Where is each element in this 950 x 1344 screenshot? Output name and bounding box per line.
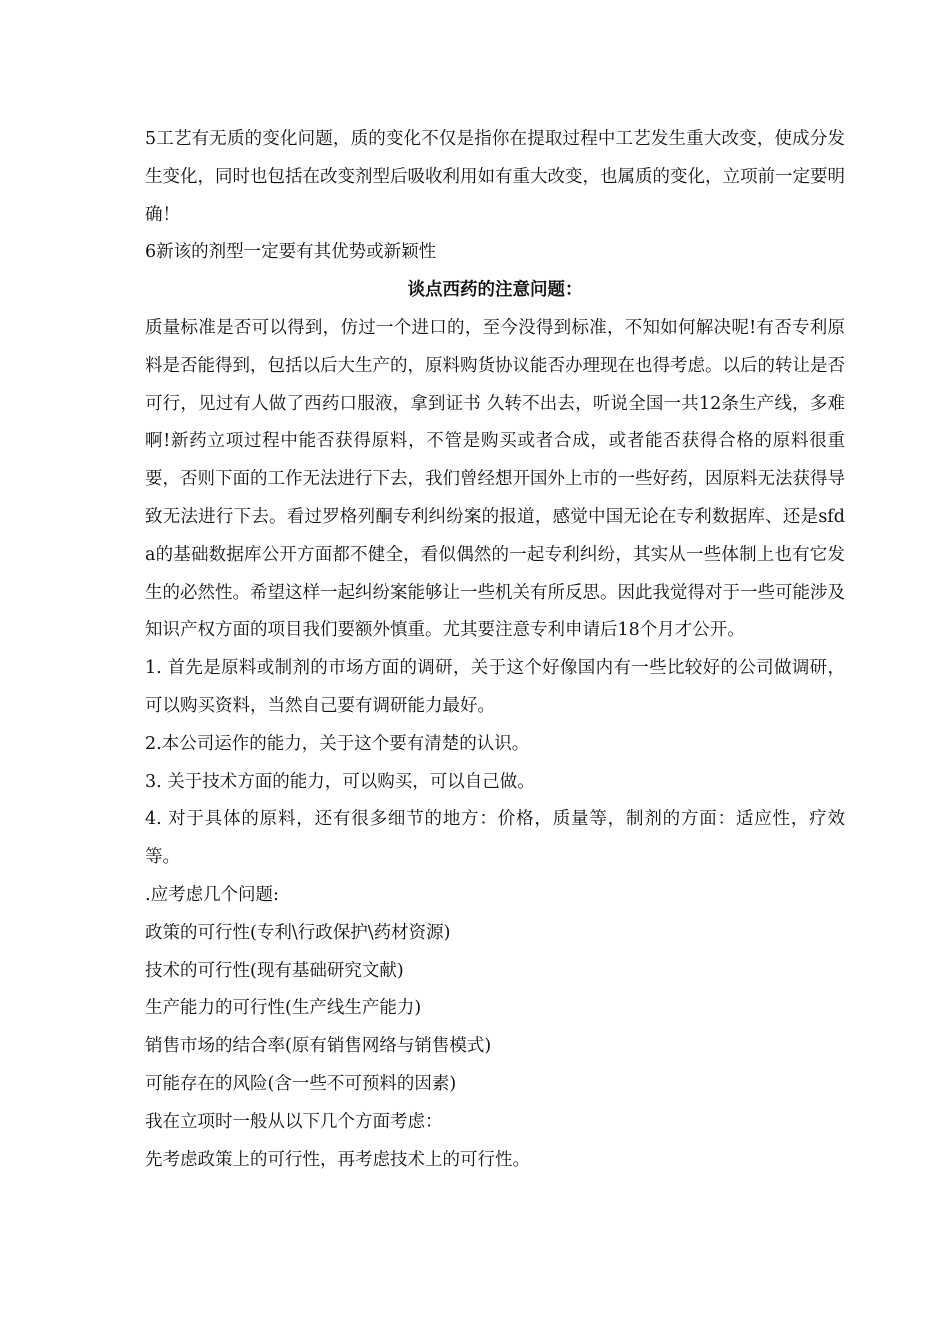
line-sales-market: 销售市场的结合率(原有销售网络与销售模式): [145, 1036, 492, 1057]
line-technical-feasibility: 技术的可行性(现有基础研究文献): [145, 960, 404, 981]
list-item-market-research: 1. 首先是原料或制剂的市场方面的调研，关于这个好像国内有一些比较好的公司做调研，可以购买资料，当然自己要有调研能力最好。: [145, 658, 845, 716]
paragraph-approach-order: 先考虑政策上的可行性，再考虑技术上的可行性。: [145, 1149, 530, 1170]
list-item-raw-material-details: 4. 对于具体的原料，还有很多细节的地方：价格，质量等，制剂的方面：适应性，疗效等。: [145, 809, 845, 868]
paragraph-new-dosage-form: 6新该的剂型一定要有其优势或新颖性: [145, 242, 437, 263]
paragraph-considerations-heading: .应考虑几个问题:: [145, 884, 279, 905]
line-production-feasibility: 生产能力的可行性(生产线生产能力): [145, 998, 422, 1019]
paragraph-process-change: 5工艺有无质的变化问题，质的变化不仅是指你在提取过程中工艺发生重大改变，使成分发生变化，同时也包括在改变剂型后吸收利用如有重大改变，也属质的变化，立项前一定要明确！: [145, 129, 845, 225]
line-policy-feasibility: 政策的可行性(专利\行政保护\药材资源): [145, 922, 451, 943]
paragraph-approach-intro: 我在立项时一般从以下几个方面考虑：: [145, 1111, 443, 1132]
section-heading-western-medicine: 谈点西药的注意问题：: [407, 280, 583, 301]
paragraph-quality-standard: 质量标准是否可以得到，仿过一个进口的，至今没得到标准，不知如何解决呢!有否专利原料是否能得到，包括以后大生产的，原料购货协议能否办理现在也得考虑。以后的转让是否可行，见过有人做了西药口服液，拿到证书 久转不出去，听说全国一共12条生产线，多难啊!新药立项过程中能否获得原料，不管是购买或者合成，或者能否获得合格的原料很重要，否则下面的工作无法进行下去，我们曾经想开国外上市的一些好药，因原料无法获得导致无法进行下去。看过罗格列酮专利纠纷案的报道，感觉中国无论在专利数据库、还是sfda的基础数据库公开方面都不健全，看似偶然的一起专利纠纷，其实从一些体制上也有它发生的必然性。希望这样一起纠纷案能够让一些机关有所反思。因此我觉得对于一些可能涉及知识产权方面的项目我们要额外慎重。尤其要注意专利申请后18个月才公开。: [145, 317, 845, 641]
list-item-company-capability: 2.本公司运作的能力，关于这个要有清楚的认识。: [145, 733, 530, 754]
list-item-technical-capability: 3. 关于技术方面的能力，可以购买，可以自己做。: [145, 771, 535, 792]
line-possible-risks: 可能存在的风险(含一些不可预料的因素): [145, 1073, 457, 1094]
document-body: [145, 121, 845, 1179]
